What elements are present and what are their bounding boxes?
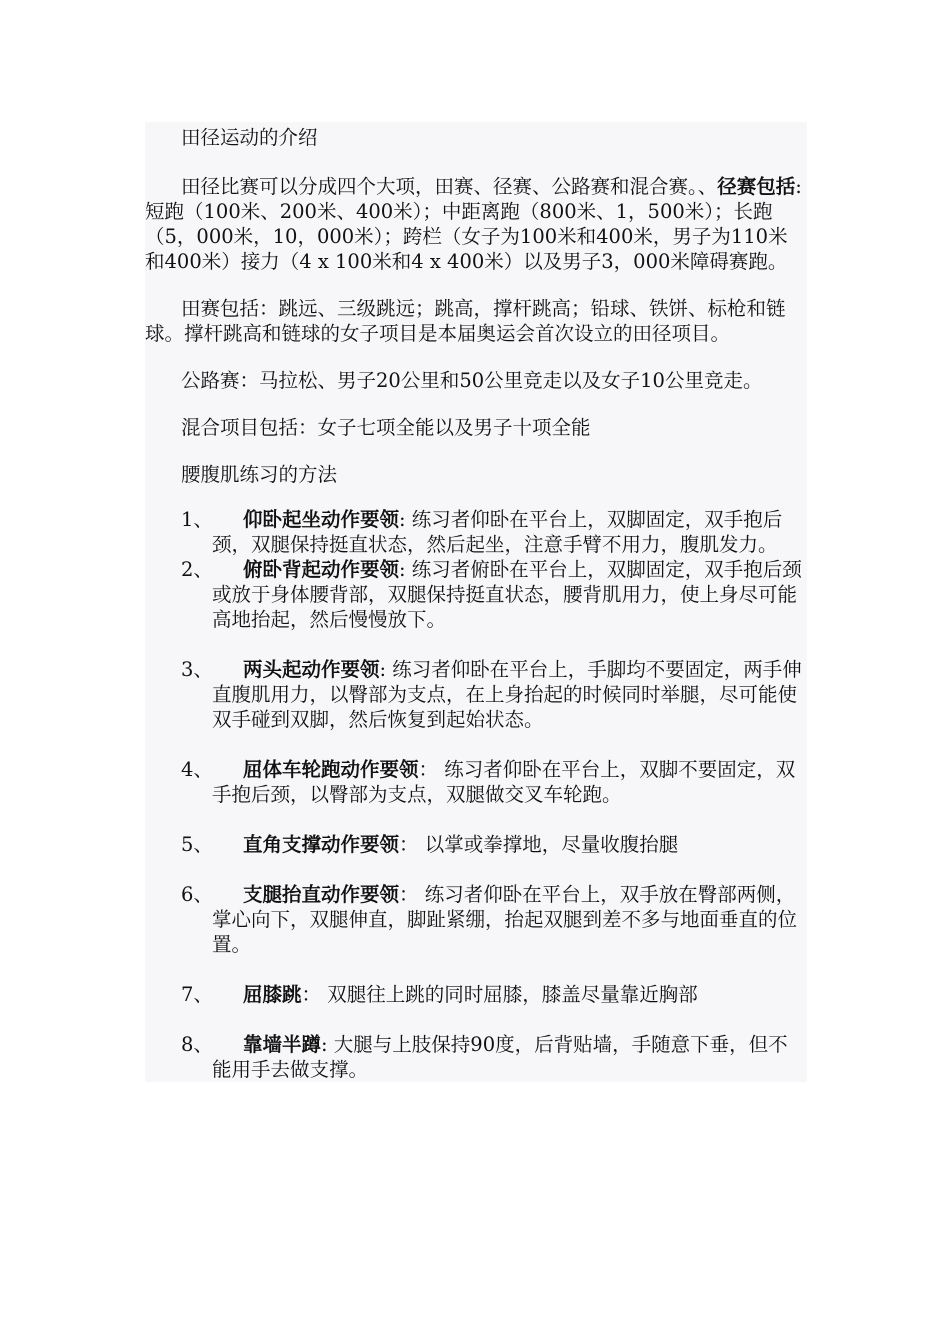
list-item [145,882,807,957]
document-body [145,122,807,1082]
exercise-list [145,507,807,1082]
list-item-text: : 练习者仰卧在平台上，手脚均不要固定，两手伸直腹肌用力，以臀部为支点，在上身抬起的时候同时举腿，尽可能使双手碰到双脚，然后恢复到起始状态。 [212,658,802,731]
list-item-heading [243,983,302,1006]
list-item-heading [243,833,399,856]
list-item [145,832,807,857]
list-item-number: 6、 [181,883,213,906]
list-item-number: 7、 [181,983,213,1006]
list-item [145,1032,807,1082]
list-item-heading-text: 两头起动作要领 [243,658,380,681]
list-item-text: ： 练习者仰卧在平台上，双手放在臀部两侧，掌心向下，双腿伸直，脚趾紧绷，抬起双腿到差不多与地面垂直的位置。 [212,883,798,956]
section-title-track-field: 田径运动的介绍 [181,126,318,149]
section-title-core-training: 腰腹肌练习的方法 [181,463,338,486]
list-item-heading-text: 俯卧背起动作要领 [243,558,400,581]
list-item-number: 4、 [181,758,213,781]
list-item-heading [243,558,399,581]
list-item [145,657,807,732]
list-item [145,507,807,557]
list-item-heading-text: 仰卧起坐动作要领 [243,508,400,531]
list-item [145,757,807,807]
list-item-number: 5、 [181,833,213,856]
list-item-number: 1、 [181,508,213,531]
list-item-heading [243,658,380,681]
list-item-number: 2、 [181,558,213,581]
list-item [145,982,807,1007]
list-item-heading [243,508,399,531]
track-events-text: : 短跑（100米、200米、400米）；中距离跑（800米、1，500米）；长跑（5，000米，10，000米）；跨栏（女子为100米和400米，男子为110米和400米）接力（4 x 100米和4 x 400米）以及男子3，000米障碍赛跑。 [145,175,802,273]
list-item-text: : 练习者仰卧在平台上，双脚固定，双手抱后颈，双腿保持挺直状态，然后起坐，注意手臂不用力，腹肌发力。 [212,508,783,556]
list-item-heading-text: 支腿抬直动作要领 [243,883,400,906]
track-events-label: 径赛包括 [717,175,796,198]
list-item-number: 3、 [181,658,213,681]
list-item-number: 8、 [181,1033,213,1056]
paragraph-field-events: 田赛包括：跳远、三级跳远；跳高，撑杆跳高；铅球、铁饼、标枪和链球。撑杆跳高和链球的女子项目是本届奥运会首次设立的田径项目。 [145,297,786,345]
list-item-heading-text: 靠墙半蹲 [243,1033,322,1056]
paragraph-combined-events: 混合项目包括：女子七项全能以及男子十项全能 [181,416,591,439]
list-item-heading-text: 屈膝跳 [243,983,302,1006]
list-item-heading-text: 直角支撑动作要领 [243,833,400,856]
list-item-heading [243,758,419,781]
overview-text: 田径比赛可以分成四个大项，田赛、径赛、公路赛和混合赛。、 [181,175,718,198]
list-item-text: : 大腿与上肢保持90度，后背贴墙，手随意下垂，但不能用手去做支撑。 [212,1033,788,1081]
list-item-text: : 练习者俯卧在平台上，双脚固定，双手抱后颈或放于身体腰背部，双腿保持挺直状态，腰背肌用力，使上身尽可能高地抬起，然后慢慢放下。 [212,558,802,631]
list-item [145,557,807,632]
paragraph-overview [145,174,807,274]
list-item-heading [243,883,399,906]
list-item-text: ： 以掌或拳撑地，尽量收腹抬腿 [399,833,679,856]
list-item-heading [243,1033,321,1056]
list-item-heading-text: 屈体车轮跑动作要领 [243,758,419,781]
list-item-text: ： 练习者仰卧在平台上，双脚不要固定，双手抱后颈，以臀部为支点，双腿做交叉车轮跑。 [212,758,796,806]
paragraph-road-events: 公路赛：马拉松、男子20公里和50公里竞走以及女子10公里竞走。 [181,369,763,392]
list-item-text: ： 双腿往上跳的同时屈膝，膝盖尽量靠近胸部 [301,983,698,1006]
